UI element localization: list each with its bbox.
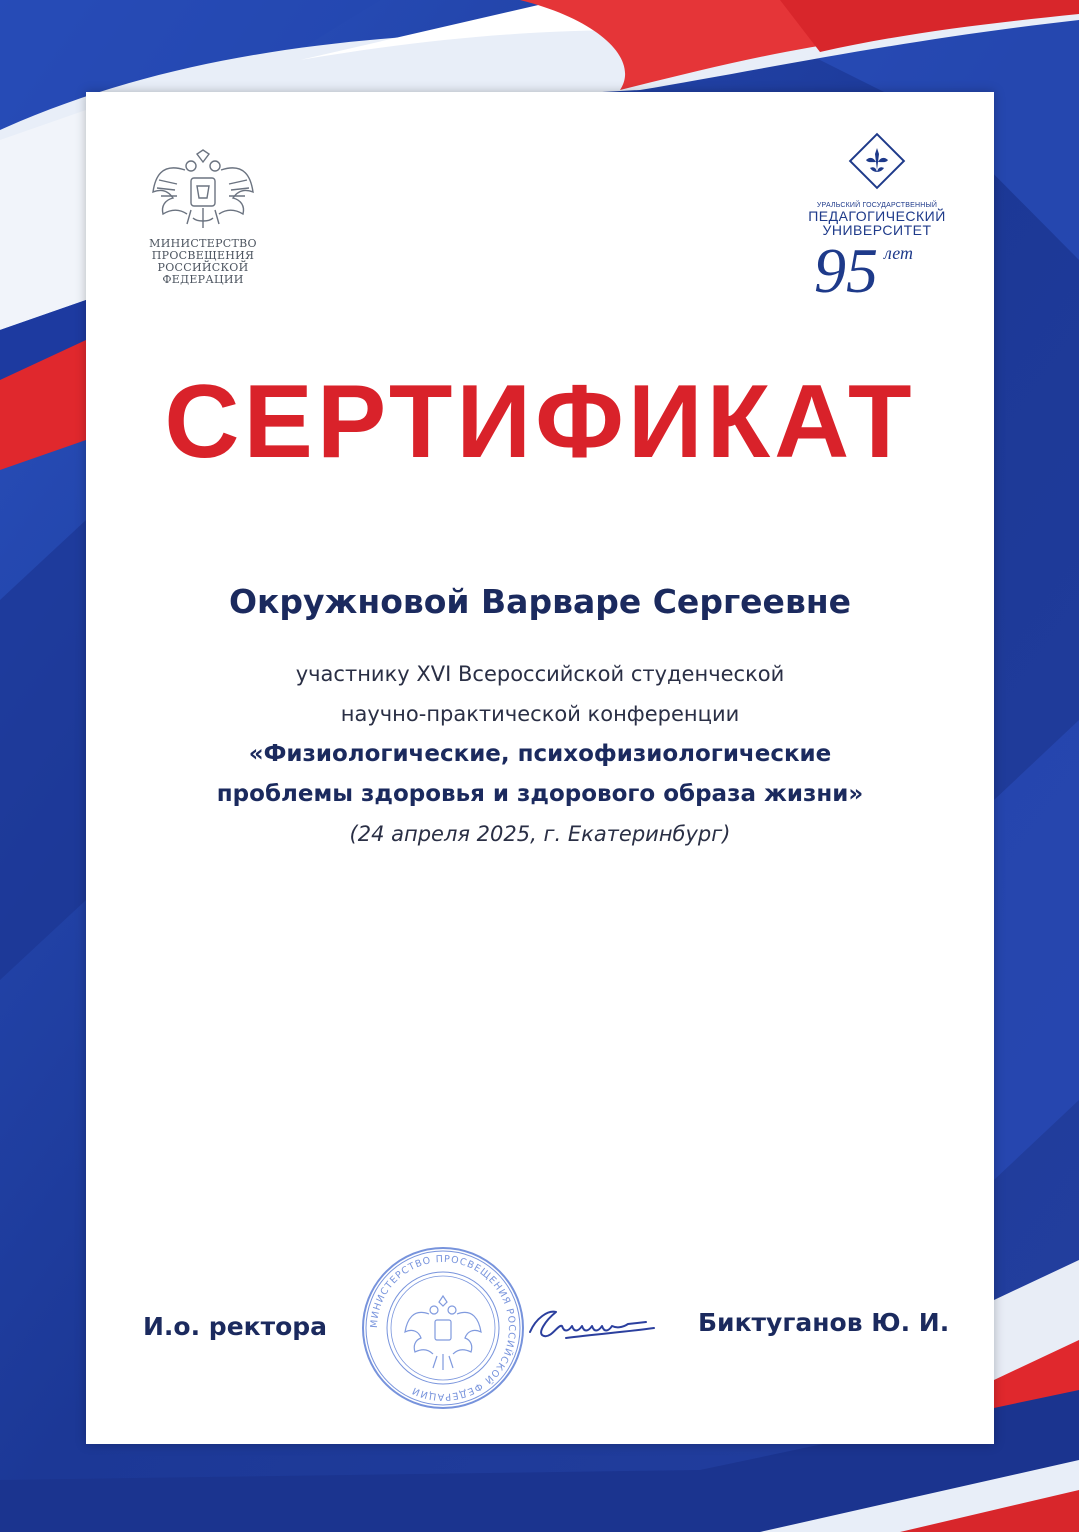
seal-text: МИНИСТЕРСТВО ПРОСВЕЩЕНИЯ РОССИЙСКОЙ ФЕДЕРАЦИИ [368, 1253, 518, 1403]
description-line: научно-практической конференции [340, 702, 740, 726]
double-headed-eagle-icon [151, 148, 255, 230]
signatory-name: Биктуганов Ю. И. [698, 1308, 950, 1337]
university-logo [802, 130, 952, 306]
anniversary-number: 95 [814, 235, 878, 306]
signatory-role: И.о. ректора [143, 1312, 328, 1341]
official-seal-stamp [359, 1244, 527, 1412]
ministry-line: РОССИЙСКОЙ [157, 261, 249, 274]
ministry-emblem [146, 148, 260, 286]
university-line: УНИВЕРСИТЕТ [822, 222, 932, 238]
ministry-line: ФЕДЕРАЦИИ [162, 273, 244, 286]
date-place: (24 апреля 2025, г. Екатеринбург) [349, 822, 731, 846]
description-line: участнику XVI Всероссийской студенческой [295, 662, 785, 686]
university-line: ПЕДАГОГИЧЕСКИЙ [808, 208, 946, 224]
conference-title-line: «Физиологические, психофизиологические [248, 741, 832, 767]
university-diamond-icon [846, 130, 908, 192]
certificate-description [86, 654, 994, 854]
anniversary-word: лет [884, 243, 914, 263]
ministry-line: ПРОСВЕЩЕНИЯ [151, 249, 255, 262]
handwritten-signature [526, 1298, 658, 1350]
university-subtitle: УРАЛЬСКИЙ ГОСУДАРСТВЕННЫЙ [816, 202, 938, 209]
anniversary-mark [802, 235, 952, 306]
ministry-name [146, 238, 260, 286]
certificate-title: СЕРТИФИКАТ [164, 364, 916, 480]
recipient-name: Окружновой Варваре Сергеевне [228, 582, 852, 621]
certificate-sheet [86, 92, 994, 1444]
ministry-line: МИНИСТЕРСТВО [149, 237, 257, 250]
conference-title-line: проблемы здоровья и здорового образа жизни» [216, 781, 864, 807]
